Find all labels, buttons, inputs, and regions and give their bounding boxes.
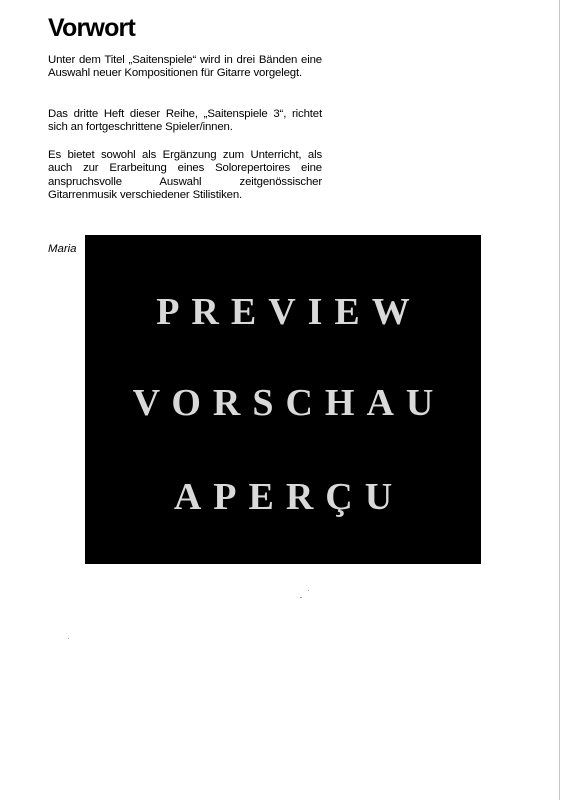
page-edge-line <box>559 0 560 800</box>
watermark-line-vorschau: VORSCHAU <box>132 382 446 424</box>
paragraph-audience: Das dritte Heft dieser Reihe, „Saitenspiele 3“, richtet sich an fortgeschrittene Spieler/innen. <box>48 108 322 134</box>
scan-speck <box>308 590 309 591</box>
paragraph-purpose: Es bietet sowohl als Ergänzung zum Unterricht, als auch zur Erarbeitung eines Solorepertoires eine anspruchsvolle Auswahl zeitgenössischer Gitarrenmusik verschiedener Stilistiken. <box>48 149 322 202</box>
paragraph-intro: Unter dem Titel „Saitenspiele“ wird in drei Bänden eine Auswahl neuer Kompositionen für Gitarre vorgelegt. <box>48 54 322 80</box>
author-signature: Maria <box>48 243 77 255</box>
watermark-line-apercu: APERÇU <box>173 476 405 518</box>
scan-speck <box>300 597 302 598</box>
watermark-line-preview: PREVIEW <box>156 291 422 333</box>
page-title: Vorwort <box>48 14 135 42</box>
preview-watermark-box <box>85 235 481 564</box>
scan-speck <box>68 638 69 639</box>
